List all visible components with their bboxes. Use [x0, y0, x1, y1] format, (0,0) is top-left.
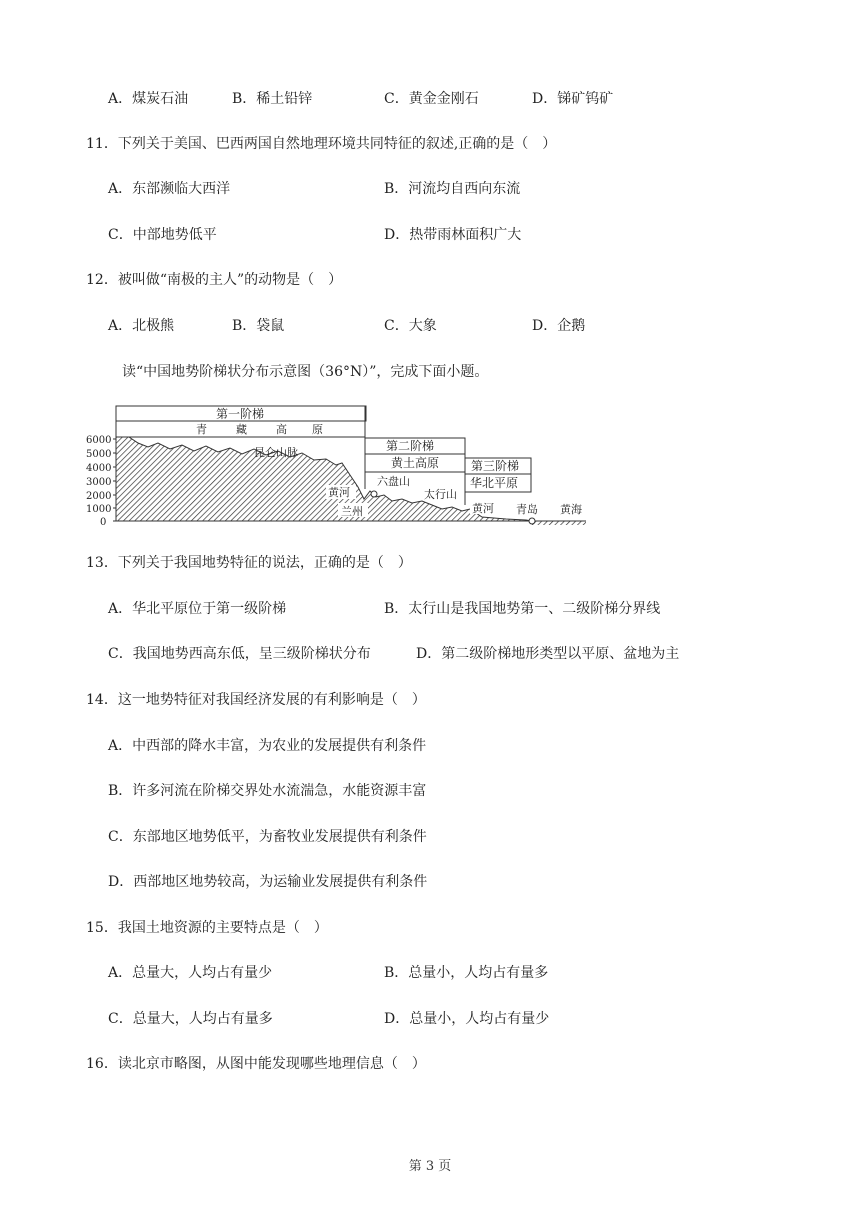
figure-intro-line — [0, 361, 860, 383]
kunlun-label: 昆仑山脉 — [254, 446, 298, 459]
qingdao-point — [529, 518, 535, 524]
huabei-label: 华北平原 — [470, 476, 519, 490]
q16-stem-line — [0, 1053, 860, 1075]
q12-option-b: B．袋鼠 — [232, 318, 285, 334]
q15-option-c: C．总量大，人均占有量多 — [108, 1011, 273, 1027]
q13-stem: 13．下列关于我国地势特征的说法，正确的是（ ） — [86, 555, 412, 571]
taihang-label: 太行山 — [424, 488, 457, 501]
q11-option-b: B．河流均自西向东流 — [384, 181, 521, 197]
step2-label: 第二阶梯 — [386, 439, 435, 453]
q11-options-row2 — [0, 224, 860, 246]
sea-hatch — [532, 521, 586, 525]
q14-option-d-line — [0, 871, 860, 893]
q14-option-c: C．东部地区地势低平，为畜牧业发展提供有利条件 — [108, 829, 427, 845]
q12-stem: 12．被叫做“南极的主人”的动物是（ ） — [86, 272, 343, 288]
q13-option-c: C．我国地势西高东低，呈三级阶梯状分布 — [108, 646, 371, 662]
q11-options-row1 — [0, 178, 860, 200]
q15-stem: 15．我国土地资源的主要特点是（ ） — [86, 920, 328, 936]
y-tick-1000: 1000 — [86, 504, 112, 515]
q11-option-c: C．中部地势低平 — [108, 227, 217, 243]
q15-options-row2 — [0, 1008, 860, 1030]
q13-stem-line — [0, 552, 860, 574]
step1-label: 第一阶梯 — [216, 407, 265, 421]
liupan-label: 六盘山 — [377, 475, 410, 488]
q14-option-b: B．许多河流在阶梯交界处水流湍急，水能资源丰富 — [108, 783, 427, 799]
q11-stem-line — [0, 133, 860, 155]
q13-options-row2 — [0, 643, 860, 665]
y-tick-3000: 3000 — [86, 477, 112, 488]
q15-option-a: A．总量大，人均占有量少 — [108, 965, 273, 981]
huanghe-label-2: 黄河 — [472, 502, 494, 515]
terrain-profile-figure — [86, 405, 596, 530]
figure-intro: 读“中国地势阶梯状分布示意图（36°N）”，完成下面小题。 — [122, 364, 489, 380]
q13-option-a: A．华北平原位于第一级阶梯 — [108, 601, 287, 617]
q11-option-a: A．东部濒临大西洋 — [108, 181, 231, 197]
y-tick-4000: 4000 — [86, 463, 112, 474]
lanzhou-label: 兰州 — [341, 505, 363, 518]
svg-text:高: 高 — [276, 423, 287, 436]
q10-option-c: C．黄金金刚石 — [384, 91, 479, 107]
q15-options-row1 — [0, 962, 860, 984]
huanghe-label-1: 黄河 — [328, 486, 350, 499]
q14-option-d: D．西部地区地势较高，为运输业发展提供有利条件 — [108, 874, 428, 890]
q10-options — [0, 88, 860, 110]
q10-option-a: A．煤炭石油 — [108, 91, 189, 107]
lanzhou-point — [371, 491, 377, 497]
q12-options — [0, 315, 860, 337]
svg-text:藏: 藏 — [236, 423, 247, 436]
q15-option-d: D．总量小，人均占有量少 — [384, 1011, 550, 1027]
q16-stem: 16．读北京市略图，从图中能发现哪些地理信息（ ） — [86, 1056, 426, 1072]
q12-option-d: D．企鹅 — [532, 318, 586, 334]
q13-option-b: B．太行山是我国地势第一、二级阶梯分界线 — [384, 601, 661, 617]
q12-option-c: C．大象 — [384, 318, 437, 334]
q10-option-b: B．稀土铅锌 — [232, 91, 313, 107]
huanghai-label: 黄海 — [560, 503, 582, 516]
q14-stem: 14．这一地势特征对我国经济发展的有利影响是（ ） — [86, 692, 426, 708]
y-axis-ticks — [86, 435, 116, 528]
q10-option-d: D．锑矿钨矿 — [532, 91, 614, 107]
page-number: 第 3 页 — [408, 1159, 452, 1174]
q15-stem-line — [0, 917, 860, 939]
q13-options-row1 — [0, 598, 860, 620]
q12-stem-line — [0, 269, 860, 291]
q14-option-a-line — [0, 735, 860, 757]
qingdao-label: 青岛 — [516, 503, 538, 516]
q14-option-b-line — [0, 780, 860, 802]
q12-option-a: A．北极熊 — [108, 318, 175, 334]
y-tick-0: 0 — [100, 517, 107, 528]
y-tick-2000: 2000 — [86, 491, 112, 502]
q11-stem: 11．下列关于美国、巴西两国自然地理环境共同特征的叙述,正确的是（ ） — [86, 136, 557, 152]
q14-option-a: A．中西部的降水丰富，为农业的发展提供有利条件 — [108, 738, 427, 754]
step3-label: 第三阶梯 — [471, 459, 520, 473]
svg-text:青: 青 — [196, 423, 207, 436]
y-tick-5000: 5000 — [86, 449, 112, 460]
q14-option-c-line — [0, 826, 860, 848]
q11-option-d: D．热带雨林面积广大 — [384, 227, 522, 243]
q15-option-b: B．总量小，人均占有量多 — [384, 965, 549, 981]
y-tick-6000: 6000 — [86, 435, 112, 446]
loess-label: 黄土高原 — [391, 456, 440, 470]
q13-option-d: D．第二级阶梯地形类型以平原、盆地为主 — [416, 646, 680, 662]
svg-text:原: 原 — [312, 423, 323, 436]
q14-stem-line — [0, 689, 860, 711]
